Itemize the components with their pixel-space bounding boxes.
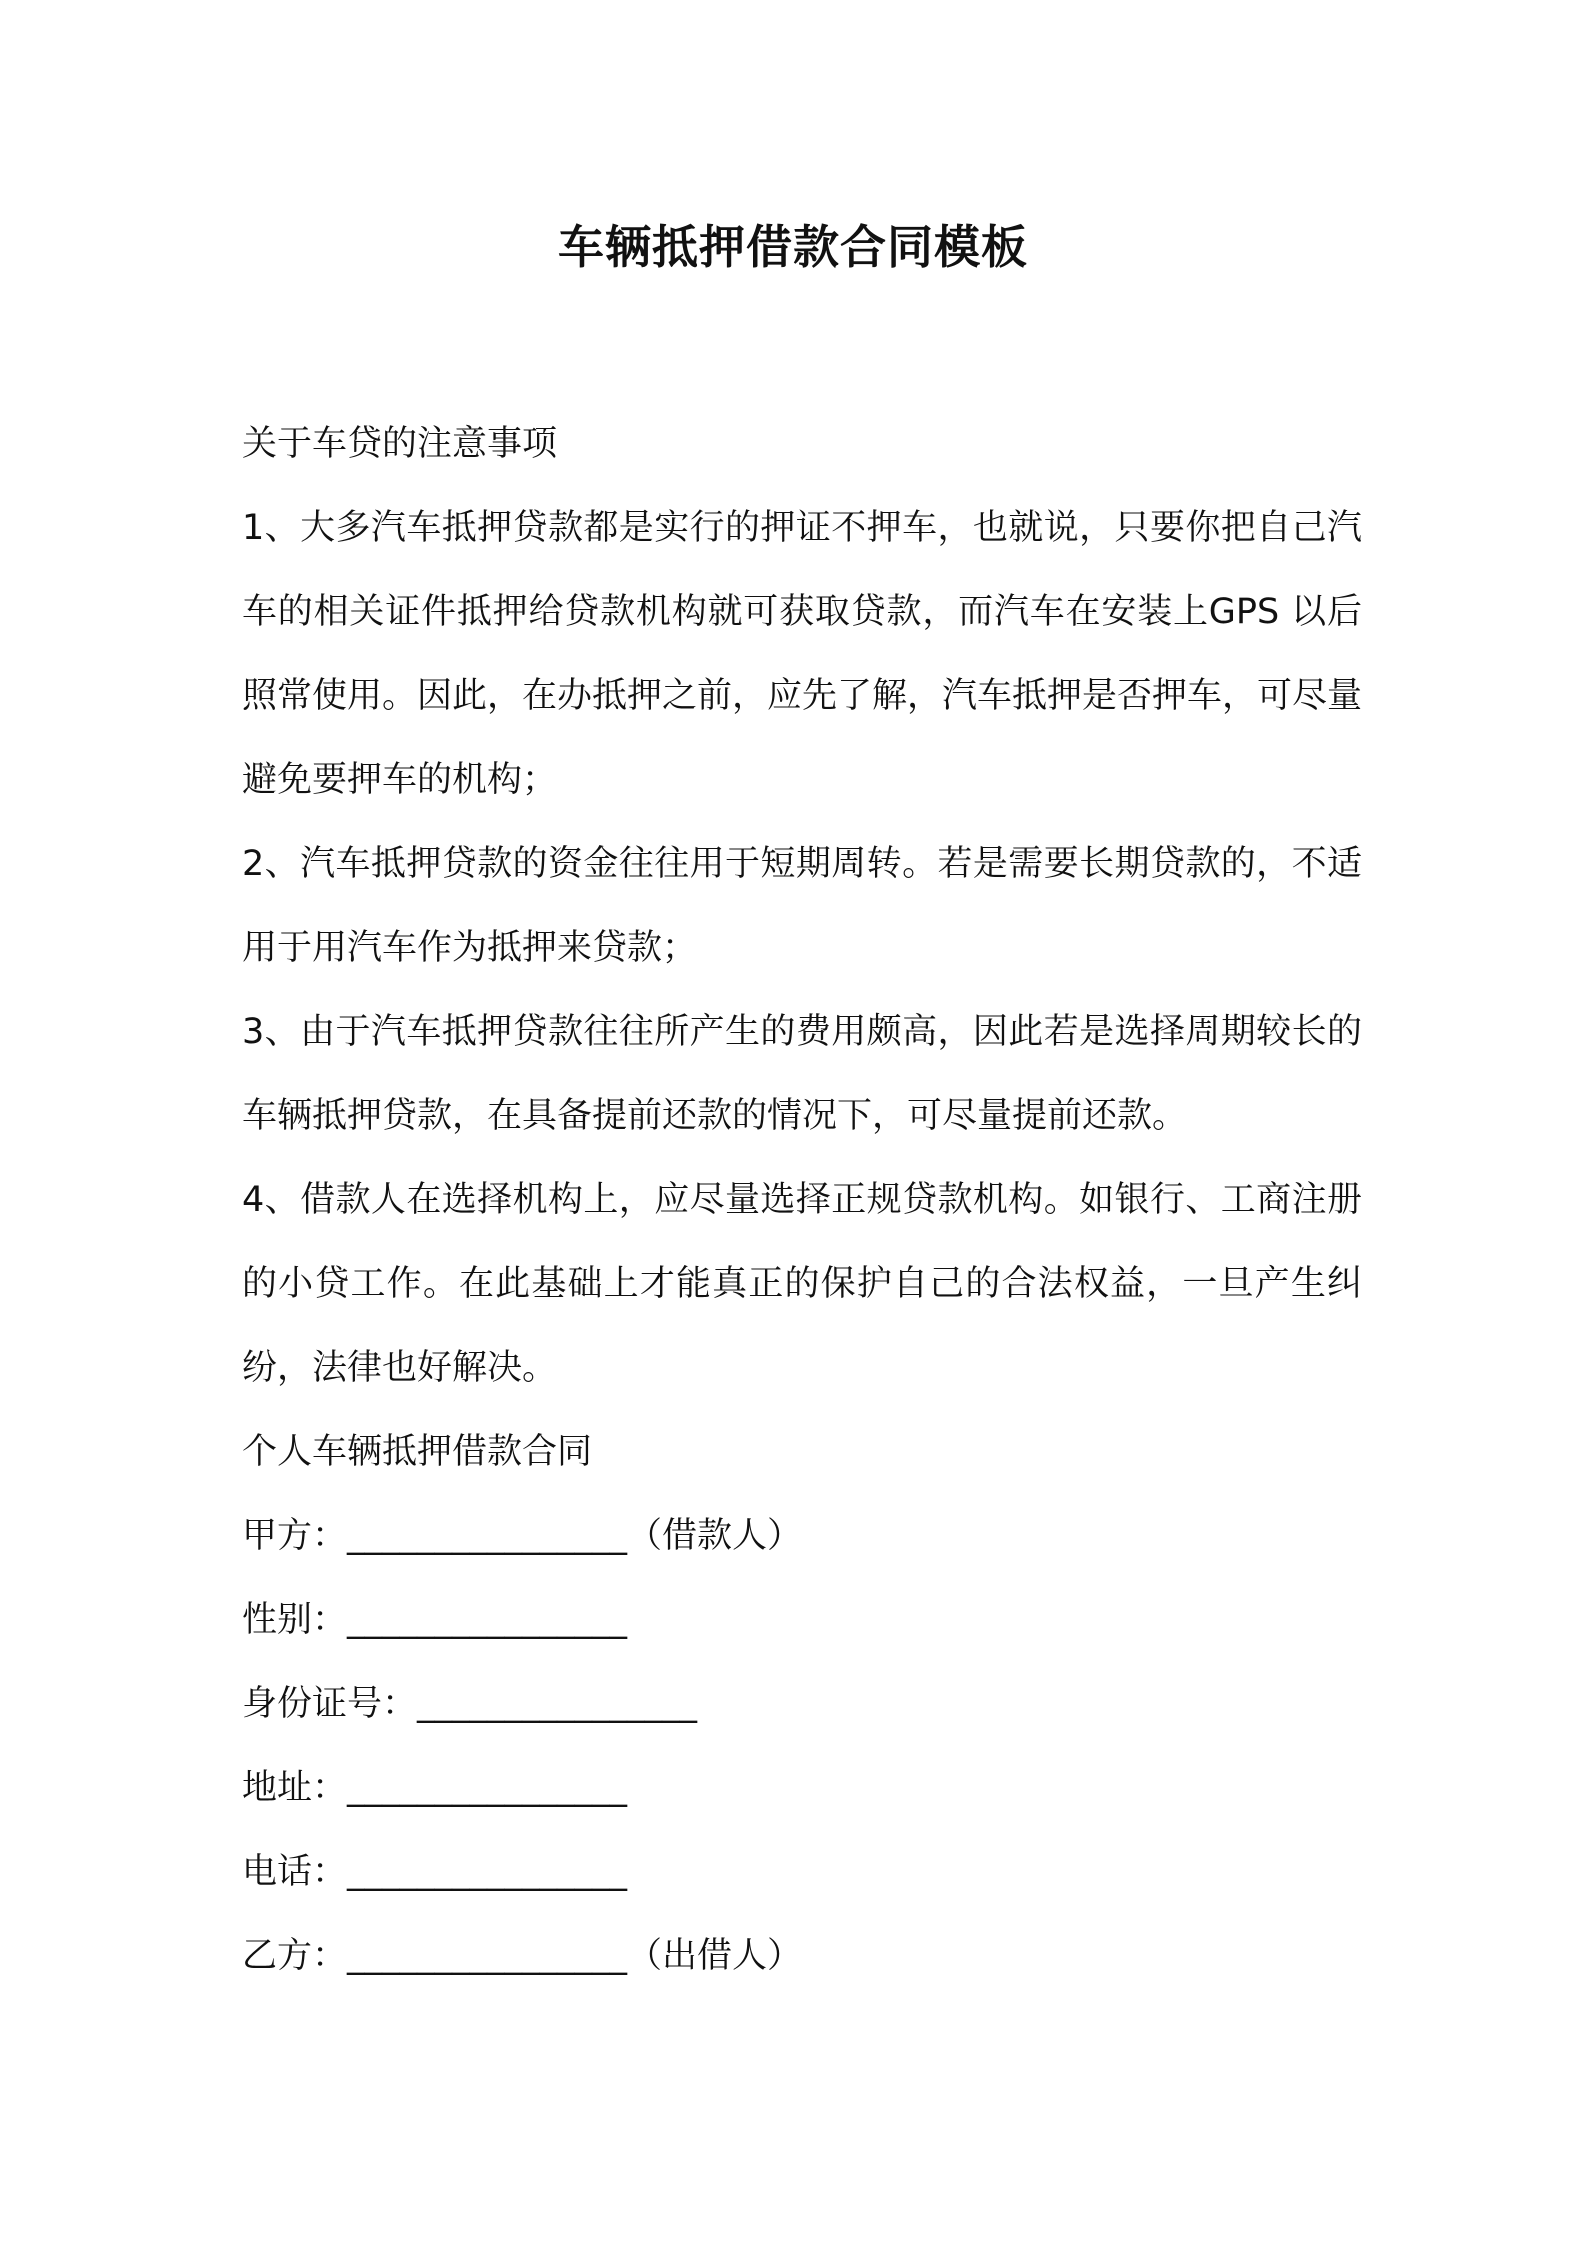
field-blank-line: ________________: [417, 1684, 698, 1724]
field-id-number: [242, 1662, 1362, 1746]
field-blank-line: ________________: [347, 1768, 628, 1808]
field-label: 身份证号：: [242, 1684, 418, 1724]
field-gender: [242, 1578, 1362, 1662]
notice-item-4: 4、借款人在选择机构上，应尽量选择正规贷款机构。如银行、工商注册的小贷工作。在此基础上才能真正的保护自己的合法权益，一旦产生纠纷，法律也好解决。: [242, 1180, 1362, 1388]
document-body: [242, 402, 1362, 1998]
field-blank-line: ________________: [347, 1600, 628, 1640]
notice-item-2: 2、汽车抵押贷款的资金往往用于短期周转。若是需要长期贷款的，不适用于用汽车作为抵押来贷款；: [242, 844, 1362, 968]
field-blank-line: ________________: [347, 1852, 628, 1892]
notice-item-1: 1、大多汽车抵押贷款都是实行的押证不押车，也就说，只要你把自己汽车的相关证件抵押给贷款机构就可获取贷款，而汽车在安装上GPS 以后照常使用。因此，在办抵押之前，应先了解，汽车抵押是否押车，可尽量避免要押车的机构；: [242, 508, 1363, 800]
field-party-b: [242, 1914, 1362, 1998]
field-address: [242, 1746, 1362, 1830]
field-blank-line: ________________: [347, 1516, 628, 1556]
contract-heading: 个人车辆抵押借款合同: [242, 1432, 593, 1472]
field-label: 乙方：: [242, 1936, 348, 1976]
notice-item-3: 3、由于汽车抵押贷款往往所产生的费用颇高，因此若是选择周期较长的车辆抵押贷款，在具备提前还款的情况下，可尽量提前还款。: [242, 1012, 1362, 1136]
notice-heading: 关于车贷的注意事项: [242, 424, 558, 464]
field-label: 地址：: [242, 1768, 348, 1808]
field-role: （借款人）: [627, 1516, 803, 1556]
field-label: 性别：: [242, 1600, 348, 1640]
field-phone: [242, 1830, 1362, 1914]
field-party-a: [242, 1494, 1362, 1578]
field-label: 电话：: [242, 1852, 348, 1892]
field-blank-line: ________________: [347, 1936, 628, 1976]
document-title: 车辆抵押借款合同模板: [558, 220, 1028, 274]
field-label: 甲方：: [242, 1516, 348, 1556]
field-role: （出借人）: [627, 1936, 803, 1976]
